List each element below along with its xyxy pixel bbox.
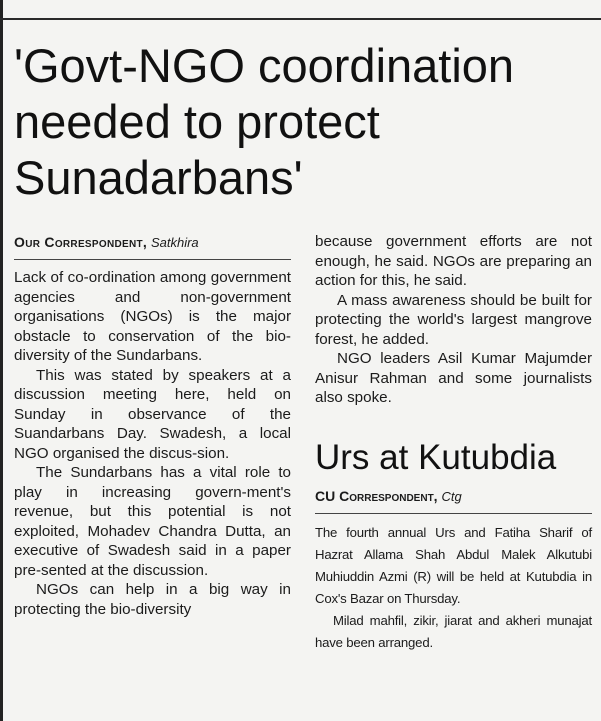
article-headline: 'Govt-NGO coordination needed to protect Sunadarbans' xyxy=(14,39,515,204)
article-column-right xyxy=(315,232,592,654)
article-paragraph: This was stated by speakers at a discussion meeting here, held on Sunday in observance of the Suandarbans Day. Swadesh, a local NGO organised the discus-sion. xyxy=(14,366,291,462)
second-article-body xyxy=(315,522,592,654)
byline-place: Satkhira xyxy=(150,235,199,250)
byline-place: Ctg xyxy=(441,488,462,504)
article-paragraph: Lack of co-ordination among government agencies and non-government organisations (NGOs) is the major obstacle to conservation of the bio-diversity of the Sundarbans. xyxy=(14,269,291,364)
second-article-headline: Urs at Kutubdia xyxy=(315,437,557,477)
article-paragraph: NGO leaders Asil Kumar Majumder Anisur Rahman and some journalists also spoke. xyxy=(315,350,592,406)
page-left-border xyxy=(0,0,3,721)
article-body xyxy=(14,268,291,619)
article-paragraph: Milad mahfil, zikir, jiarat and akheri munajat have been arranged. xyxy=(315,612,592,650)
article-column-left xyxy=(14,232,291,619)
top-rule xyxy=(0,18,601,20)
byline-name: CU Correspondent, xyxy=(315,487,438,504)
article-paragraph: because government efforts are not enough, he said. NGOs are preparing an action for this, he said. xyxy=(315,233,592,289)
byline-name: Our Correspondent, xyxy=(14,234,148,250)
article-paragraph: The Sundarbans has a vital role to play in increasing govern-ment's revenue, but this potential is not exploited, Mohadev Chandra Dutta, an executive of Swadesh said in a paper pre-sented at the discussion. xyxy=(14,464,291,579)
article-paragraph: NGOs can help in a big way in protecting the bio-diversity xyxy=(14,581,291,618)
article-paragraph: A mass awareness should be built for protecting the world's largest mangrove forest, he added. xyxy=(315,291,592,348)
article-paragraph: The fourth annual Urs and Fatiha Sharif of Hazrat Allama Shah Abdul Malek Alkutubi Muhiuddin Azmi (R) will be held at Kutubdia in Cox's Bazar on Thursday. xyxy=(315,524,592,606)
second-article-byline xyxy=(315,486,592,514)
article-body-continued xyxy=(315,232,592,408)
article-byline xyxy=(14,232,291,260)
